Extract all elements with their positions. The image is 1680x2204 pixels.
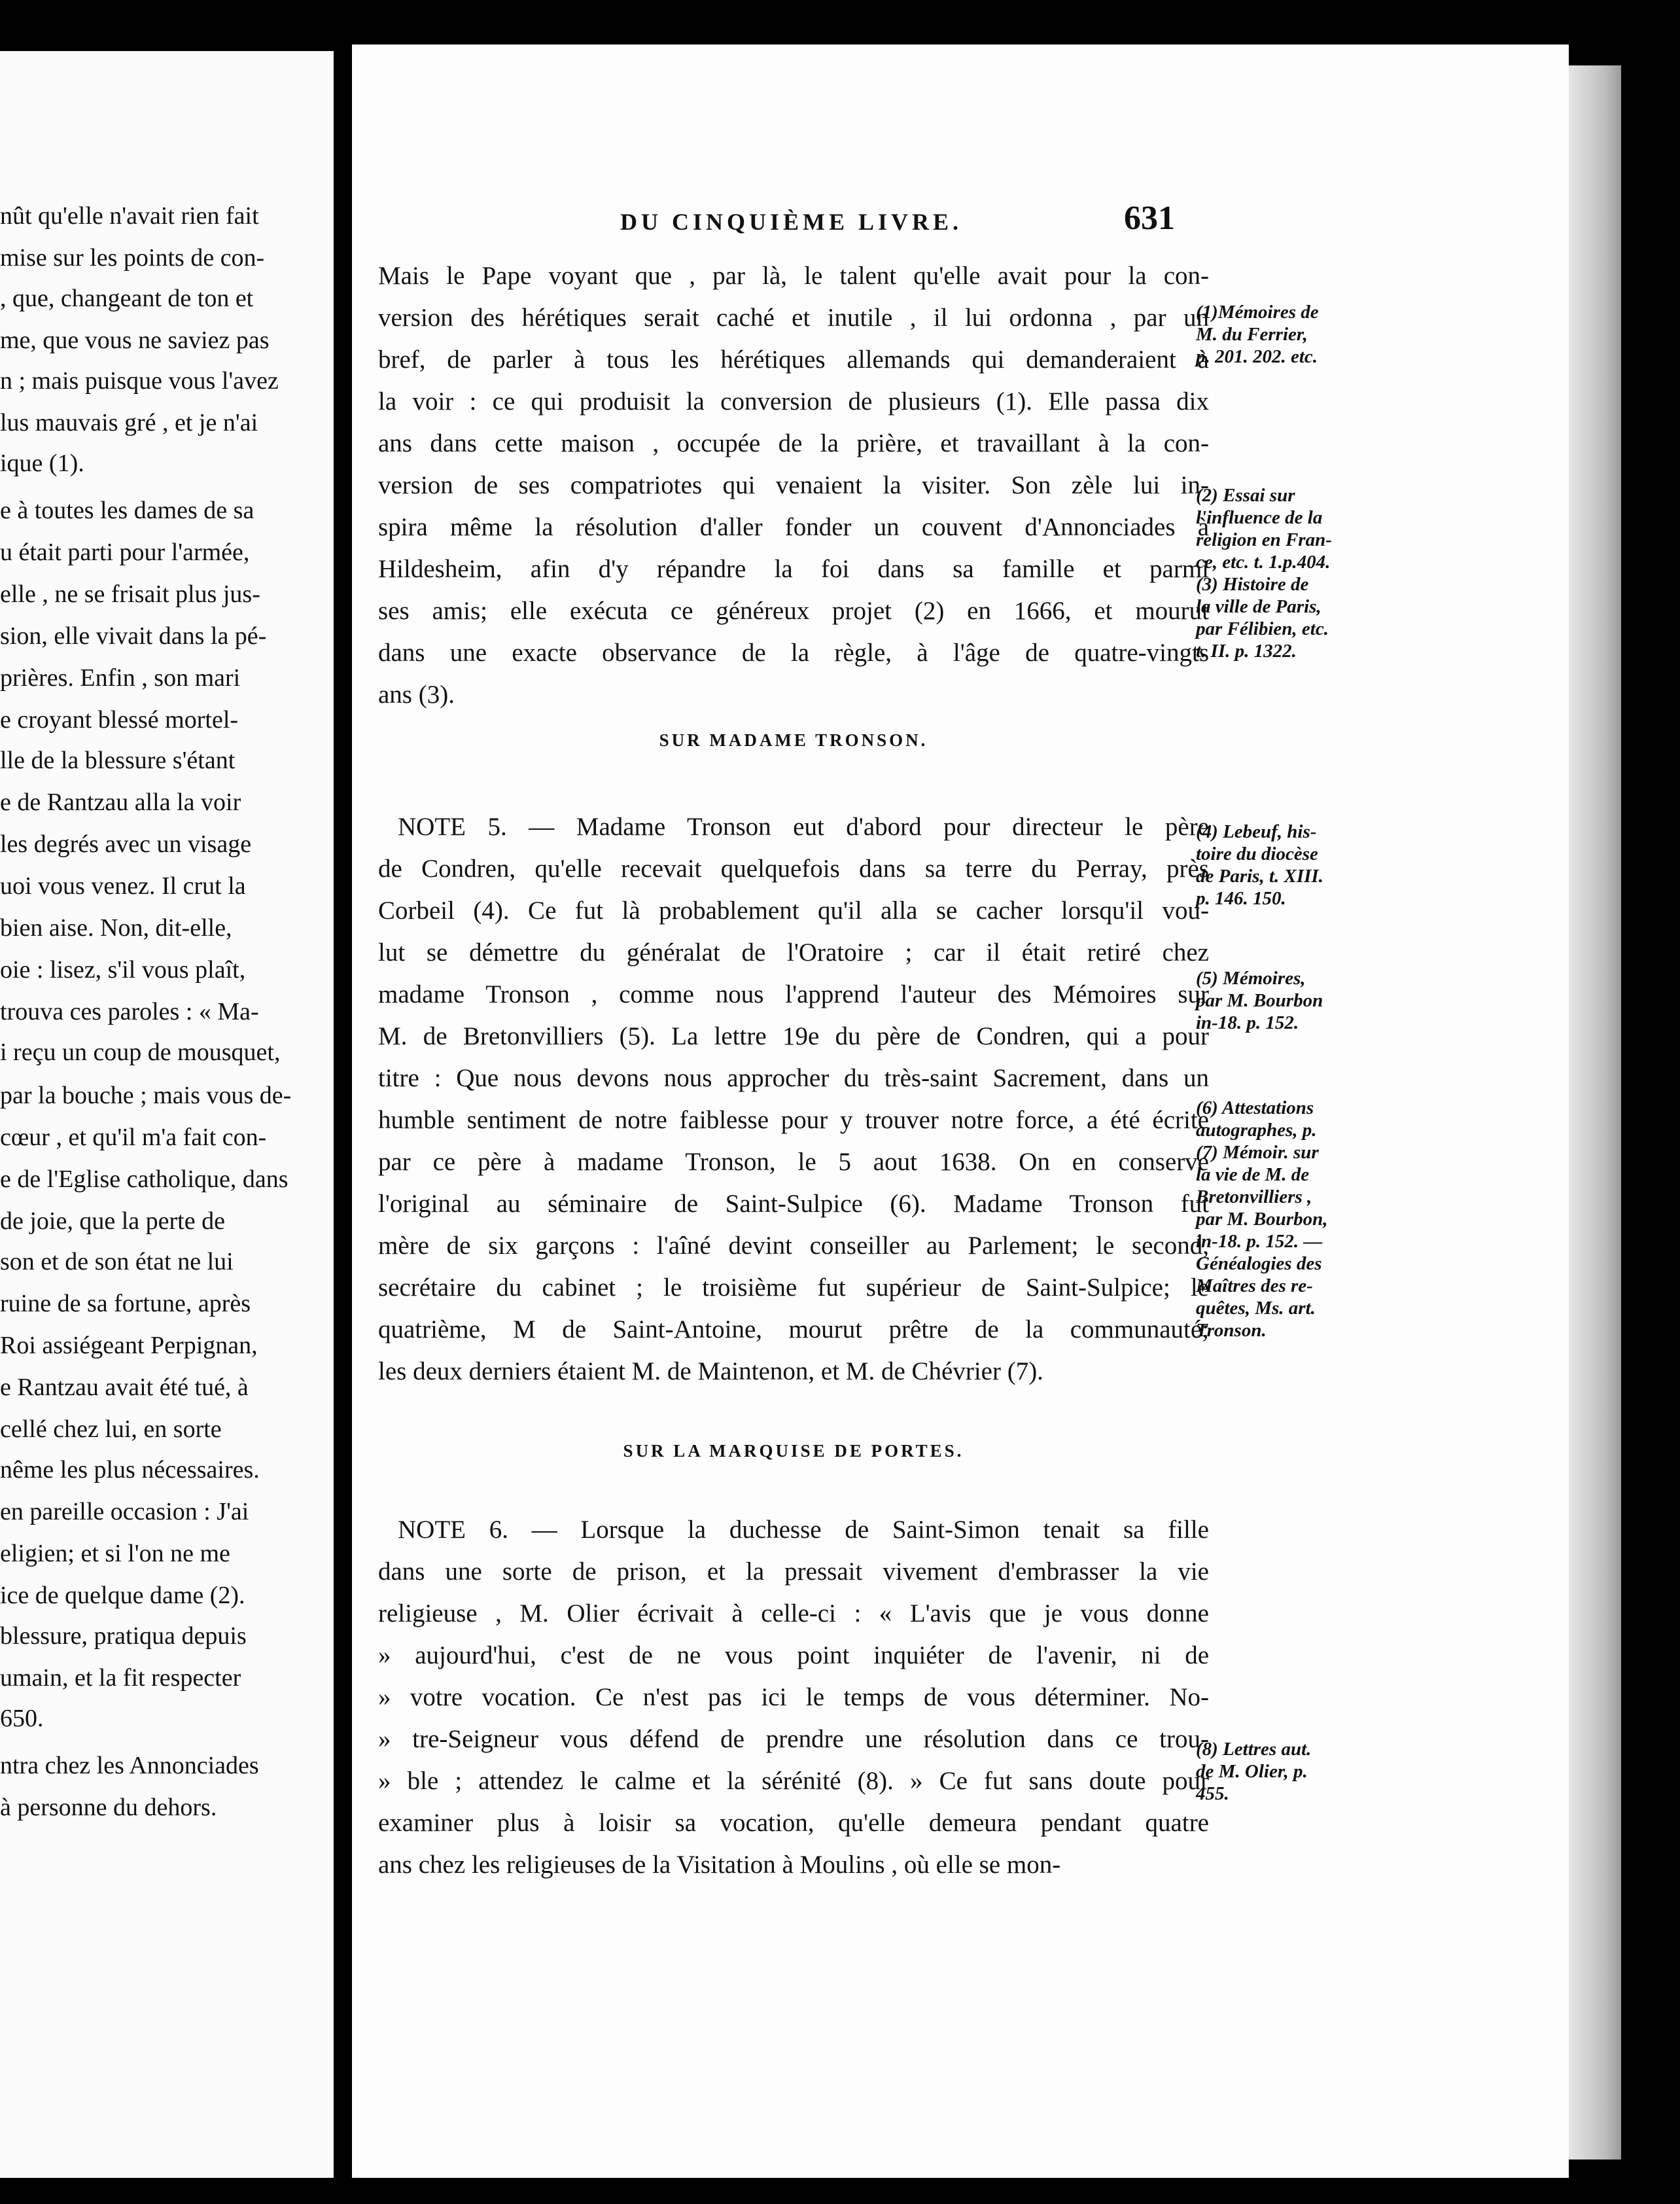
text-line: » votre vocation. Ce n'est pas ici le temps de vous déterminer. No-	[378, 1683, 1209, 1711]
paragraph-1	[378, 255, 1209, 716]
left-page-line: lus mauvais gré , et je n'ai	[0, 409, 258, 436]
left-page-line: eligien; et si l'on ne me	[0, 1540, 230, 1567]
margin-note-line: p. 201. 202. etc.	[1196, 346, 1318, 367]
left-page-line: e Rantzau avait été tué, à	[0, 1374, 249, 1401]
left-page-line: en pareille occasion : J'ai	[0, 1498, 249, 1525]
left-page-line: e de Rantzau alla la voir	[0, 789, 241, 816]
margin-note-line: la ville de Paris,	[1196, 596, 1321, 617]
text-line: les deux derniers étaient M. de Maintenon, et M. de Chévrier (7).	[378, 1357, 1043, 1385]
left-page-line: e à toutes les dames de sa	[0, 497, 254, 524]
left-page-line: sion, elle vivait dans la pé-	[0, 622, 267, 650]
left-page-line: ice de quelque dame (2).	[0, 1582, 245, 1609]
text-line: NOTE 5. — Madame Tronson eut d'abord pour directeur le père	[398, 813, 1209, 841]
margin-note-line: religion en Fran-	[1196, 529, 1332, 550]
text-line: bref, de parler à tous les hérétiques allemands qui demanderaient à	[378, 346, 1209, 374]
margin-note-line: toire du diocèse	[1196, 844, 1318, 864]
running-head: DU CINQUIÈME LIVRE.	[620, 209, 963, 235]
margin-note-line: t. II. p. 1322.	[1196, 641, 1297, 662]
page-number: 631	[1124, 200, 1175, 237]
text-line: Mais le Pape voyant que , par là, le talent qu'elle avait pour la con-	[378, 262, 1209, 290]
margin-note	[1196, 484, 1386, 662]
left-page-line: n ; mais puisque vous l'avez	[0, 367, 279, 395]
text-line: dans une exacte observance de la règle, à l'âge de quatre-vingts	[378, 639, 1209, 667]
margin-note-line: in-18. p. 152. —	[1196, 1231, 1323, 1252]
text-line: la voir : ce qui produisit la conversion de plusieurs (1). Elle passa dix	[378, 387, 1209, 416]
margin-note-line: par Félibien, etc.	[1196, 618, 1329, 639]
text-line: ans chez les religieuses de la Visitation à Moulins , où elle se mon-	[378, 1851, 1061, 1879]
text-line: lut se démettre du généralat de l'Oratoire ; car il était retiré chez	[378, 938, 1209, 967]
left-page-line: par la bouche ; mais vous de-	[0, 1082, 292, 1109]
margin-note-line: par M. Bourbon,	[1196, 1209, 1328, 1230]
text-line: mère de six garçons : l'aîné devint conseiller au Parlement; le second,	[378, 1232, 1209, 1260]
margin-note-line: Maîtres des re-	[1196, 1275, 1313, 1296]
left-page-line: trouva ces paroles : « Ma-	[0, 998, 259, 1025]
text-line: par ce père à madame Tronson, le 5 aout 1638. On en conserve	[378, 1148, 1209, 1176]
margin-note-line: de Paris, t. XIII.	[1196, 866, 1323, 887]
left-page-line: de joie, que la perte de	[0, 1207, 225, 1235]
margin-note-line: Bretonvilliers ,	[1196, 1186, 1312, 1207]
margin-note	[1196, 821, 1386, 910]
margin-note-line: 455.	[1196, 1783, 1229, 1804]
text-line: spira même la résolution d'aller fonder un couvent d'Annonciades à	[378, 513, 1209, 541]
margin-note-line: (6) Attestations	[1196, 1097, 1314, 1118]
margin-note-line: l'influence de la	[1196, 507, 1323, 528]
left-page-line: nût qu'elle n'avait rien fait	[0, 202, 259, 230]
text-line: version des hérétiques serait caché et inutile , il lui ordonna , par un	[378, 304, 1209, 332]
paragraph-note-6	[378, 1509, 1209, 1886]
text-line: ses amis; elle exécuta ce généreux projet (2) en 1666, et mourut	[378, 597, 1209, 625]
text-line: NOTE 6. — Lorsque la duchesse de Saint-Simon tenait sa fille	[398, 1516, 1209, 1544]
margin-note-line: de M. Olier, p.	[1196, 1761, 1308, 1782]
text-line: madame Tronson , comme nous l'apprend l'auteur des Mémoires sur	[378, 980, 1209, 1008]
left-page-line: mise sur les points de con-	[0, 244, 265, 272]
left-page-line: à personne du dehors.	[0, 1794, 217, 1821]
section-heading-tronson: SUR MADAME TRONSON.	[659, 730, 928, 750]
section-heading-portes: SUR LA MARQUISE DE PORTES.	[623, 1441, 964, 1461]
left-page	[0, 51, 334, 2178]
left-page-line: elle , ne se frisait plus jus-	[0, 580, 260, 608]
text-line: secrétaire du cabinet ; le troisième fut supérieur de Saint-Sulpice; le	[378, 1273, 1209, 1302]
text-line: Corbeil (4). Ce fut là probablement qu'il alla se cacher lorsqu'il vou-	[378, 897, 1209, 925]
text-line: examiner plus à loisir sa vocation, qu'elle demeura pendant quatre	[378, 1809, 1209, 1837]
left-page-line: ntra chez les Annonciades	[0, 1752, 259, 1779]
right-page	[352, 44, 1569, 2178]
margin-note-line: Tronson.	[1196, 1320, 1267, 1341]
text-line: de Condren, qu'elle recevait quelquefois dans sa terre du Perray, près	[378, 855, 1209, 883]
left-page-line: 650.	[0, 1705, 44, 1732]
left-page-line: ique (1).	[0, 450, 84, 477]
left-page-line: son et de son état ne lui	[0, 1248, 234, 1275]
left-page-line: bien aise. Non, dit-elle,	[0, 914, 232, 942]
margin-note-line: p. 146. 150.	[1196, 888, 1286, 909]
margin-note-line: (3) Histoire de	[1196, 574, 1309, 595]
left-page-line: e croyant blessé mortel-	[0, 706, 239, 734]
left-page-line: , que, changeant de ton et	[0, 285, 254, 312]
left-page-line: prières. Enfin , son mari	[0, 664, 241, 692]
margin-note	[1196, 1738, 1386, 1805]
left-page-line: les degrés avec un visage	[0, 830, 252, 858]
left-page-line: e de l'Eglise catholique, dans	[0, 1165, 289, 1193]
margin-note-line: par M. Bourbon	[1196, 990, 1323, 1011]
margin-note-line: la vie de M. de	[1196, 1164, 1310, 1185]
text-line: version de ses compatriotes qui venaient la visiter. Son zèle lui in-	[378, 471, 1209, 499]
margin-note-line: quêtes, Ms. art.	[1196, 1298, 1316, 1319]
text-line: » tre-Seigneur vous défend de prendre une résolution dans ce trou-	[378, 1725, 1209, 1753]
left-page-line: Roi assiégeant Perpignan,	[0, 1332, 258, 1359]
text-line: dans une sorte de prison, et la pressait vivement d'embrasser la vie	[378, 1557, 1209, 1586]
left-page-line: u était parti pour l'armée,	[0, 539, 250, 566]
margin-note-line: (4) Lebeuf, his-	[1196, 821, 1317, 842]
text-line: ans (3).	[378, 681, 455, 709]
margin-note-line: (1)Mémoires de	[1196, 302, 1319, 323]
margin-note-line: autographes, p.	[1196, 1120, 1317, 1141]
margin-note-line: M. du Ferrier,	[1196, 324, 1308, 345]
margin-note	[1196, 967, 1386, 1034]
margin-note	[1196, 301, 1386, 368]
text-line: ans dans cette maison , occupée de la prière, et travaillant à la con-	[378, 429, 1209, 457]
text-line: » ble ; attendez le calme et la sérénité (8). » Ce fut sans doute pour	[378, 1767, 1209, 1795]
text-line: titre : Que nous devons nous approcher du très-saint Sacrement, dans un	[378, 1064, 1209, 1092]
left-page-line: cellé chez lui, en sorte	[0, 1415, 222, 1443]
text-line: quatrième, M de Saint-Antoine, mourut prêtre de la communauté;	[378, 1315, 1209, 1343]
left-page-line: cœur , et qu'il m'a fait con-	[0, 1124, 267, 1151]
left-page-line: ruine de sa fortune, après	[0, 1290, 251, 1317]
margin-note-line: (5) Mémoires,	[1196, 968, 1306, 989]
left-page-line: i reçu un coup de mousquet,	[0, 1039, 281, 1066]
text-line: M. de Bretonvilliers (5). La lettre 19e du père de Condren, qui a pour	[378, 1022, 1209, 1050]
text-line: Hildesheim, afin d'y répandre la foi dans sa famille et parmi	[378, 555, 1209, 583]
paragraph-note-5	[378, 806, 1209, 1393]
left-page-line: me, que vous ne saviez pas	[0, 327, 270, 354]
margin-note-line: (8) Lettres aut.	[1196, 1739, 1312, 1760]
margin-note-line: in-18. p. 152.	[1196, 1012, 1299, 1033]
text-line: humble sentiment de notre faiblesse pour y trouver notre force, a été écrite	[378, 1106, 1209, 1134]
margin-note-line: Généalogies des	[1196, 1253, 1322, 1274]
margin-note-line: (2) Essai sur	[1196, 485, 1295, 506]
margin-note	[1196, 1097, 1386, 1342]
text-line: » aujourd'hui, c'est de ne vous point inquiéter de l'avenir, ni de	[378, 1641, 1209, 1669]
left-page-line: uoi vous venez. Il crut la	[0, 872, 246, 900]
margin-note-line: (7) Mémoir. sur	[1196, 1142, 1319, 1163]
text-line: religieuse , M. Olier écrivait à celle-ci : « L'avis que je vous donne	[378, 1599, 1209, 1627]
left-page-line: lle de la blessure s'étant	[0, 747, 236, 774]
margin-note-line: ce, etc. t. 1.p.404.	[1196, 552, 1331, 573]
left-page-line: umain, et la fit respecter	[0, 1664, 241, 1692]
left-page-line: blessure, pratiqua depuis	[0, 1622, 247, 1650]
page-edge	[1569, 65, 1621, 2160]
text-line: l'original au séminaire de Saint-Sulpice (6). Madame Tronson fut	[378, 1190, 1209, 1218]
left-page-line: oie : lisez, s'il vous plaît,	[0, 956, 246, 984]
left-page-line: nême les plus nécessaires.	[0, 1456, 260, 1484]
